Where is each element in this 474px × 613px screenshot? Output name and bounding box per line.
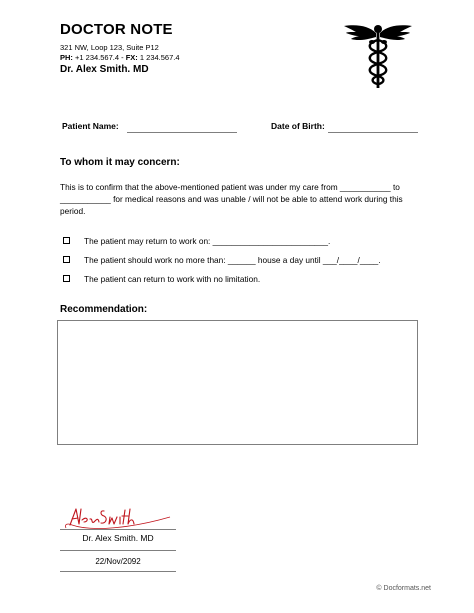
option-text-limited-hours: The patient should work no more than: ______ house a day until ___/____/____. xyxy=(84,255,381,265)
phone-fax-separator: - xyxy=(121,53,126,62)
signatory-name: Dr. Alex Smith. MD xyxy=(82,533,154,543)
signature-divider xyxy=(60,550,176,551)
phone-label: PH: xyxy=(60,53,73,62)
option-checkbox-limited-hours[interactable] xyxy=(63,256,70,263)
recommendation-textbox[interactable] xyxy=(57,320,418,445)
document-title: DOCTOR NOTE xyxy=(60,21,173,38)
option-text-return-date: The patient may return to work on: _________________________. xyxy=(84,236,331,246)
doctor-name: Dr. Alex Smith. MD xyxy=(60,64,149,75)
clinic-address: 321 NW, Loop 123, Suite P12 xyxy=(60,43,159,52)
footer-credit: © Docformats.net xyxy=(376,585,431,592)
option-checkbox-no-limitation[interactable] xyxy=(63,275,70,282)
date-of-birth-field[interactable] xyxy=(328,132,418,133)
patient-name-field[interactable] xyxy=(127,132,237,133)
date-line xyxy=(60,571,176,572)
patient-name-label: Patient Name: xyxy=(62,121,119,131)
signature-date: 22/Nov/2092 xyxy=(95,557,141,566)
contact-phone-fax xyxy=(60,53,180,62)
option-checkbox-return-date[interactable] xyxy=(63,237,70,244)
date-of-birth-label: Date of Birth: xyxy=(271,121,325,131)
caduceus-icon xyxy=(343,20,413,90)
recommendation-label: Recommendation: xyxy=(60,304,148,315)
option-text-no-limitation: The patient can return to work with no limitation. xyxy=(84,274,261,284)
signature-line xyxy=(60,529,176,530)
fax-label: FX: xyxy=(125,53,138,62)
salutation: To whom it may concern: xyxy=(60,157,180,168)
confirmation-text: This is to confirm that the above-mentioned patient was under my care from ___________ to ___________ for medical reasons and was unable / will not be able to attend work during this period. xyxy=(60,182,403,217)
fax-number: 1 234.567.4 xyxy=(139,53,180,62)
phone-number: +1 234.567.4 xyxy=(75,53,120,62)
